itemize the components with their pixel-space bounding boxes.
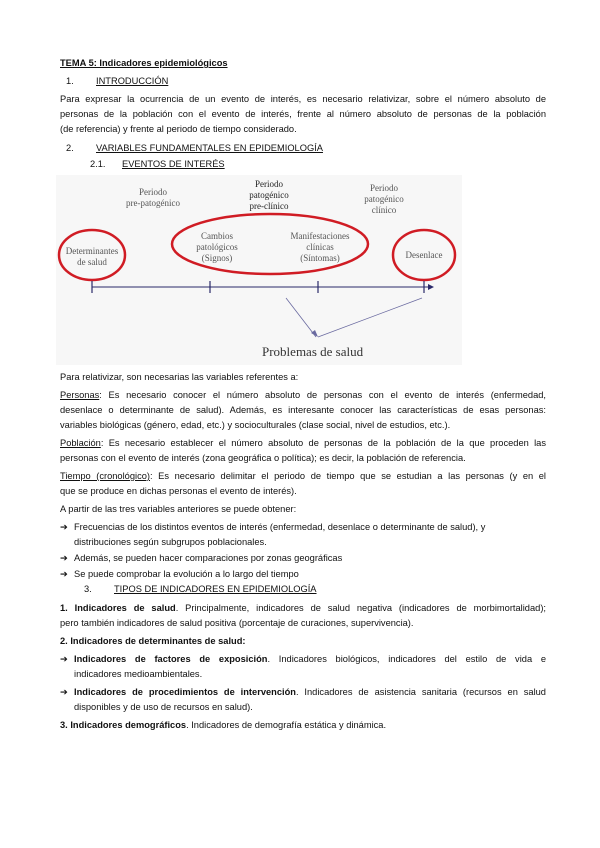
personas-line: Personas: Es necesario conocer el número absoluto de personas con el evento de interés (enfermedad, [60, 390, 546, 400]
section-title: VARIABLES FUNDAMENTALES EN EPIDEMIOLOGÍA [96, 143, 323, 153]
subsection-heading [60, 157, 546, 172]
paragraph-line: Para expresar la ocurrencia de un evento de interés, es necesario relativizar, sobre el número absoluto de [60, 94, 546, 104]
arrow-icon: ➔ [60, 553, 68, 563]
paragraph-line: que se produce en dichas personas el evento de interés). [60, 486, 297, 496]
indicator-2-label: 2. Indicadores de determinantes de salud: [60, 636, 246, 646]
pointer-arrowhead [311, 330, 318, 337]
tiempo-label: Tiempo (cronológico) [60, 471, 150, 481]
indicator-label: 1. Indicadores de salud [60, 603, 176, 613]
indicator-2a-line: ➔ Indicadores de factores de exposición. Indicadores biológicos, indicadores del estilo de vida e [60, 652, 546, 667]
section-2-heading [60, 141, 546, 156]
indicator-1-line: 1. Indicadores de salud. Principalmente, indicadores de salud negativa (indicadores de morbimortalidad); [60, 603, 546, 613]
period-clinical: Periodo patogénico clínico [364, 183, 404, 215]
bullet-continuation: indicadores medioambientales. [74, 669, 203, 679]
doc-title: TEMA 5: Indicadores epidemiológicos [60, 58, 228, 68]
poblacion-label: Población [60, 438, 101, 448]
paragraph-line: (de referencia) y frente al periodo de tiempo considerado. [60, 124, 297, 134]
paragraph-line: Para relativizar, son necesarias las variables referentes a: [60, 372, 299, 382]
period-prepathogenic: Periodo pre-patogénico [126, 187, 180, 208]
pointer-line [286, 298, 316, 337]
section-number: 3. [84, 584, 92, 594]
indicator-3-line: 3. Indicadores demográficos. Indicadores de demografía estática y dinámica. [60, 720, 387, 730]
tiempo-line: Tiempo (cronológico): Es necesario delimitar el periodo de tiempo que se estudian a las personas (y en el [60, 471, 546, 481]
poblacion-line: Población: Es necesario establecer el número absoluto de personas de la población de la que proceden las [60, 438, 546, 448]
paragraph-line: pero también indicadores de salud positiva (porcentaje de curaciones, supervivencia). [60, 618, 414, 628]
paragraph-line: A partir de las tres variables anteriores se puede obtener: [60, 504, 297, 514]
bullet-continuation: disponibles y de uso de recursos en salud). [74, 702, 253, 712]
indicator-label: Indicadores de procedimientos de intervención [74, 687, 296, 697]
section-3-heading [60, 582, 546, 597]
paragraph-line: variables biológicas (género, edad, etc.) y socioculturales (clase social, nivel de estudios, etc.). [60, 420, 451, 430]
bullet-item: ➔ Frecuencias de los distintos eventos de interés (enfermedad, desenlace o determinante de salud), y [60, 520, 546, 535]
section-number: 1. [66, 76, 74, 86]
subsection-title: EVENTOS DE INTERÉS [122, 159, 225, 169]
pointer-line [318, 298, 422, 337]
indicator-label: 3. Indicadores demográficos [60, 720, 187, 730]
personas-label: Personas [60, 390, 100, 400]
health-problems-label: Problemas de salud [262, 344, 364, 359]
paragraph-line: personas de la población con el evento de interés, frente al número absoluto de personas de la población [60, 109, 546, 119]
paragraph-line: personas con el evento de interés (zona geográfica o política); es decir, la población de referencia. [60, 453, 466, 463]
bullet-item: ➔ Además, se pueden hacer comparaciones por zonas geográficas [60, 551, 546, 566]
indicator-label: Indicadores de factores de exposición [74, 654, 268, 664]
arrow-icon: ➔ [60, 654, 68, 664]
section-number: 2. [66, 143, 74, 153]
label-outcome: Desenlace [405, 250, 443, 260]
arrow-icon: ➔ [60, 569, 68, 579]
indicator-2b-line: ➔ Indicadores de procedimientos de intervención. Indicadores de asistencia sanitaria (recursos en salud [60, 685, 546, 700]
subsection-number: 2.1. [90, 159, 106, 169]
bullet-item: ➔ Se puede comprobar la evolución a lo largo del tiempo [60, 567, 546, 582]
label-determinants: Determinantes de salud [65, 246, 119, 267]
section-title: TIPOS DE INDICADORES EN EPIDEMIOLOGÍA [114, 584, 317, 594]
arrow-icon: ➔ [60, 687, 68, 697]
bullet-continuation: distribuciones según subgrupos poblacionales. [74, 537, 267, 547]
timeline-arrowhead [428, 284, 434, 290]
section-title: INTRODUCCIÓN [96, 76, 169, 86]
arrow-icon: ➔ [60, 522, 68, 532]
period-preclinical: Periodo patogénico pre-clínico [249, 179, 289, 211]
label-clinical-manifestations: Manifestaciones clínicas (Síntomas) [290, 231, 350, 263]
paragraph-line: desenlace o determinante de salud). Además, es interesante conocer las características de esas personas: [60, 405, 546, 415]
section-1-heading [60, 74, 546, 89]
label-pathological-changes: Cambios patológicos (Signos) [196, 231, 238, 263]
events-diagram [56, 175, 462, 365]
